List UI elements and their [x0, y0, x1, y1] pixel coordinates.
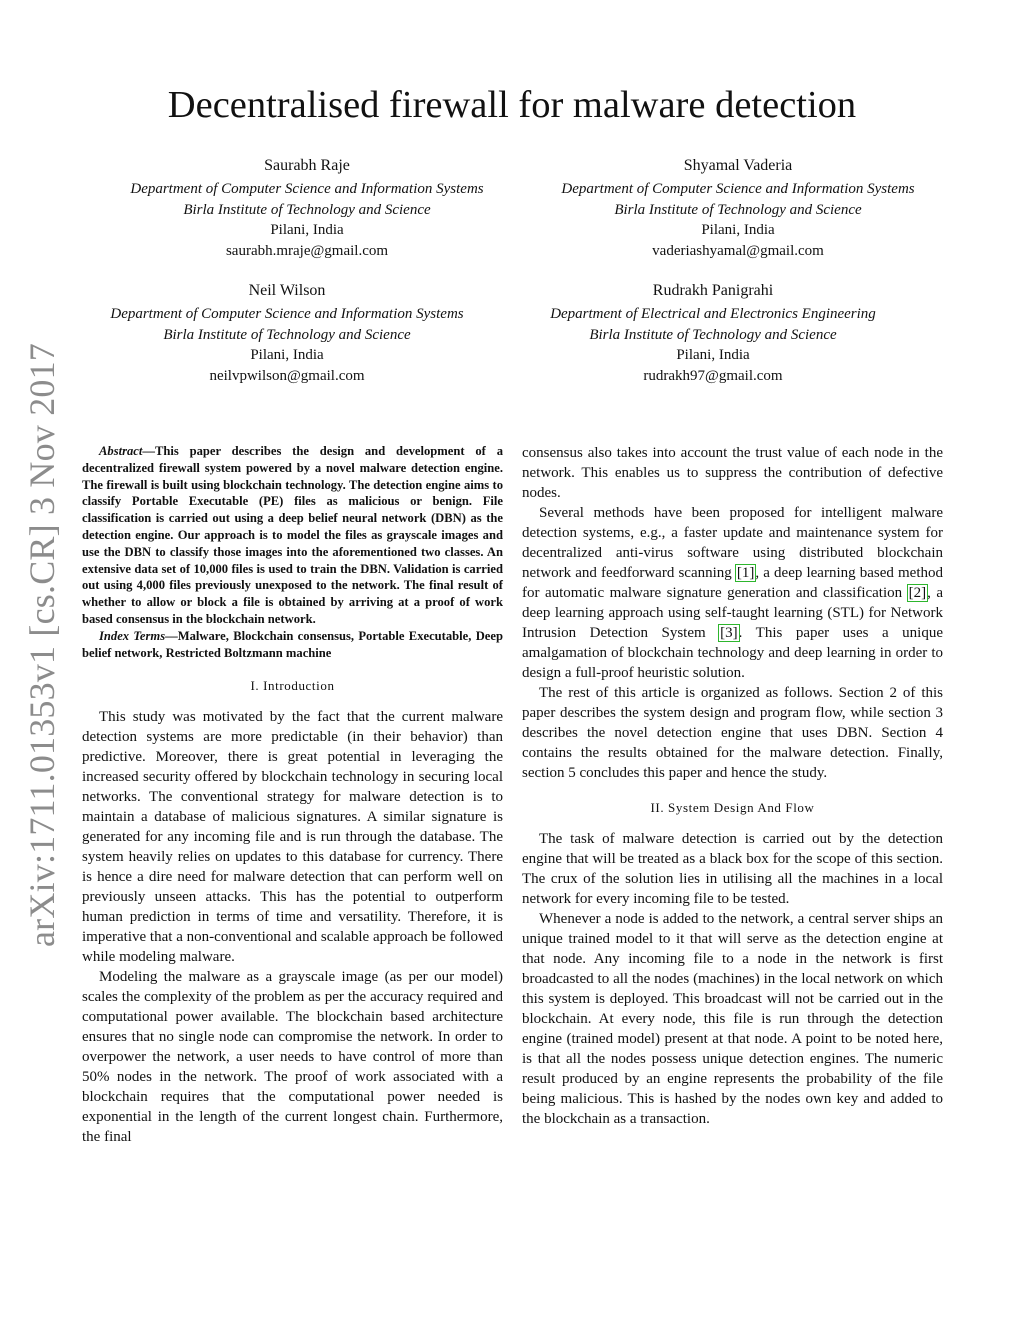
- section-heading: I. Introduction: [250, 678, 335, 694]
- author-institution: Birla Institute of Technology and Science: [183, 201, 431, 218]
- author-institution: Birla Institute of Technology and Science: [163, 326, 411, 343]
- author-location: Pilani, India: [250, 347, 324, 364]
- index-terms: [82, 628, 503, 662]
- paragraph: This study was motivated by the fact that the current malware detection systems are more predictable (in their behavior) than predictive. Moreover, there is great potential in leveraging the increased security offered by blockchain technology in securing local networks. The conventional strategy for malware detection is to maintain a database of malicious signatures. A similar signature is generated for any incoming file and is run through the database. The system heavily relies on updates to this database for currency. There is hence a dire need for malware detection that can perform well on previously unseen attacks. This has the potential to outperform human prediction in terms of time and versatility. Therefore, it is imperative that a non-conventional and scalable approach be followed while modeling malware.: [82, 709, 503, 966]
- author-email: rudrakh97@gmail.com: [643, 367, 783, 384]
- author-name: Neil Wilson: [248, 282, 326, 299]
- author-block-1: [72, 156, 542, 261]
- author-name: Rudrakh Panigrahi: [652, 282, 774, 299]
- author-name: Saurabh Raje: [264, 157, 350, 174]
- author-email: saurabh.mraje@gmail.com: [225, 242, 389, 259]
- paragraph-text: Several methods have been proposed for intelligent malware detection systems, e.g., a faster update and maintenance system for decentralized anti-virus software using distributed blockchain network and feedforward scanning: [522, 505, 943, 581]
- paragraph-text: , a deep learning based method for automatic malware signature generation and classification: [522, 565, 943, 601]
- author-location: Pilani, India: [701, 222, 775, 239]
- paragraph-text: , a deep learning approach using self-taught learning (STL) for Network Intrusion Detection System: [522, 585, 943, 641]
- citation-link[interactable]: [2]: [908, 585, 927, 601]
- abstract-label: Abstract: [99, 444, 143, 458]
- arxiv-stamp: arXiv:1711.01353v1 [cs.CR] 3 Nov 2017: [22, 342, 62, 948]
- right-column: [522, 443, 943, 1129]
- author-block-4: [478, 281, 948, 386]
- author-institution: Birla Institute of Technology and Science: [589, 326, 837, 343]
- index-terms-label: Index Terms: [99, 628, 166, 643]
- paragraph-text: . This paper uses a unique amalgamation of blockchain technology and deep learning in order to design a full-proof heuristic solution.: [522, 625, 943, 681]
- abstract-text: —This paper describes the design and development of a decentralized firewall system powered by a novel malware detection engine. The firewall is built using blockchain technology. The detection engine aims to classify Portable Executable (PE) files as malicious or benign. File classification is carried out using a deep belief neural network (DBN) as the detection engine. Our approach is to model the files as grayscale images and use the DBN to classify those images into the aforementioned two classes. An extensive data set of 10,000 files is used to train the DBN. Validation is carried out using 4,000 files previously unexposed to the network. The final result of whether to allow or block a file is obtained by arriving at a proof of work based consensus in the blockchain network.: [82, 444, 503, 626]
- author-department: Department of Computer Science and Information Systems: [130, 181, 484, 197]
- author-institution: Birla Institute of Technology and Science: [614, 201, 862, 218]
- abstract: [82, 443, 503, 628]
- section-heading: II. System Design And Flow: [650, 800, 815, 815]
- author-department: Department of Computer Science and Information Systems: [561, 181, 915, 197]
- author-department: Department of Computer Science and Information Systems: [110, 306, 464, 322]
- citation-link[interactable]: [1]: [736, 565, 755, 581]
- author-email: neilvpwilson@gmail.com: [209, 367, 365, 384]
- author-block-2: [503, 156, 973, 261]
- paragraph: Modeling the malware as a grayscale image (as per our model) scales the complexity of the problem as per the accuracy required and computational power available. The blockchain based architecture ensures that no single node can compromise the network. In order to overpower the network, a user needs to have control of more than 50% nodes in the network. The proof of work associated with a blockchain requires that the computational power needed is exponential in the length of the current longest chain. Furthermore, the final: [82, 969, 503, 1146]
- author-name: Shyamal Vaderia: [683, 157, 793, 174]
- paragraph: The rest of this article is organized as follows. Section 2 of this paper describes the system design and program flow, while section 3 describes the novel detection engine that uses DBN. Section 4 contains the results obtained for the malware detection. Finally, section 5 concludes this paper and hence the study.: [522, 685, 943, 781]
- paragraph-with-citations: [522, 503, 943, 683]
- paragraph: consensus also takes into account the trust value of each node in the network. This enables us to suppress the contribution of defective nodes.: [522, 445, 943, 501]
- author-location: Pilani, India: [270, 222, 344, 239]
- left-column: [82, 443, 503, 1147]
- paragraph: Whenever a node is added to the network, a central server ships an unique trained model to it that will serve as the detection engine at that node. Any incoming file to a node in the network is first broadcasted to all the nodes (machines) in the local network on which this system is deployed. This broadcast will not be carried out in the blockchain. At every node, this file is run through the detection engine (trained model) present at that node. A point to be noted here, is that all the nodes possess unique detection engines. The numeric result produced by an engine represents the probability of the file being malicious. This is hashed by the nodes own key and added to the blockchain as a transaction.: [522, 911, 943, 1127]
- author-department: Department of Electrical and Electronics Engineering: [550, 306, 876, 322]
- paper-title: Decentralised firewall for malware detection: [167, 84, 857, 126]
- author-block-3: [52, 281, 522, 386]
- citation-link[interactable]: [3]: [720, 625, 738, 641]
- index-terms-text: —Malware, Blockchain consensus, Portable Executable, Deep belief network, Restricted Boltzmann machine: [82, 628, 503, 660]
- author-location: Pilani, India: [676, 347, 750, 364]
- paragraph: The task of malware detection is carried out by the detection engine that will be treated as a black box for the scope of this section. The crux of the solution lies in utilising all the machines in a local network for every incoming file to be tested.: [522, 831, 943, 907]
- author-email: vaderiashyamal@gmail.com: [652, 242, 824, 259]
